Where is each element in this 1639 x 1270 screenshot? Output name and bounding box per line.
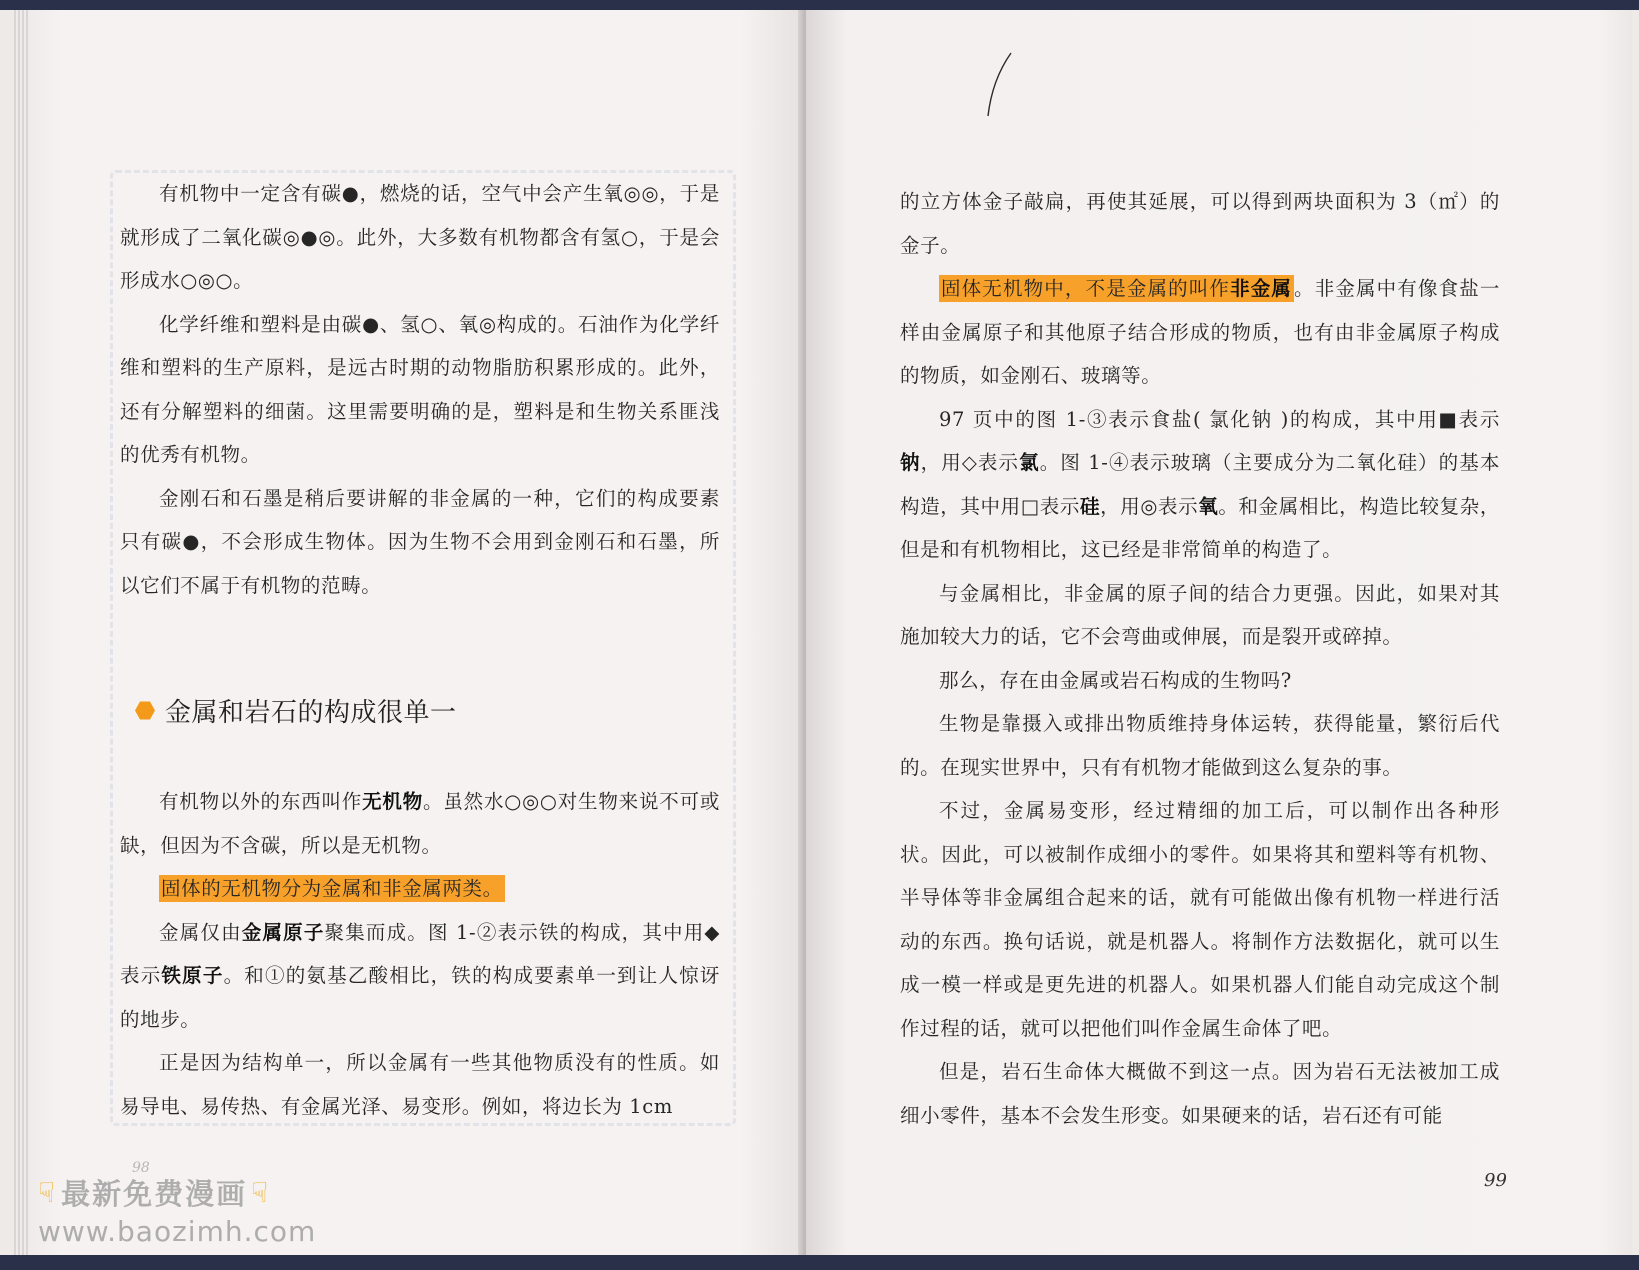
pointing-hand-icon: ☟ [251,1176,271,1209]
text-run: ，用◇表示 [920,451,1020,474]
bold-term-nonmetal: 非金属 [1230,277,1293,300]
text-run: 。和①的氨基乙酸相比，铁的构成要素单一到让人惊讶的地步。 [120,964,720,1031]
text-run: 。图 1-④表示玻璃（主要成分为二氧化硅）的基本构造，其中用□表示 [900,451,1500,518]
right-page-body [900,180,1500,1137]
text-run: 金属仅由 [159,920,242,944]
bold-term-silicon: 硅 [1080,494,1101,518]
hexagon-bullet-icon [135,701,155,721]
paragraph-diamond-graphite: 金刚石和石墨是稍后要讲解的非金属的一种，它们的构成要素只有碳●，不会形成生物体。因为生物不会用到金刚石和石墨，所以它们不属于有机物的范畴。 [120,486,720,597]
page-edge-stack [14,10,28,1255]
paragraph-salt-glass [900,398,1500,572]
paragraph-rock-life: 但是，岩石生命体大概做不到这一点。因为岩石无法被加工成细小零件，基本不会发生形变。如果硬来的话，岩石还有可能 [900,1060,1500,1127]
text-run: ，用◎表示 [1100,494,1199,518]
watermark-title-row [38,1172,316,1213]
text-run: 。非金属中有像食盐一样由金属原子和其他原子结合形成的物质，也有由非金属原子构成的物质，如金刚石、玻璃等。 [900,277,1500,387]
highlighted-sentence [939,275,1294,302]
paragraph-robots: 不过，金属易变形，经过精细的加工后，可以制作出各种形状。因此，可以被制作成细小的零件。如果将其和塑料等有机物、半导体等非金属组合起来的话，就有可能做出像有机物一样进行活动的东西。换句话说，就是机器人。将制作方法数据化，就可以生成一模一样或是更先进的机器人。如果机器人们能自动完成这个制作过程的话，就可以把他们叫作金属生命体了吧。 [900,799,1500,1040]
section-heading [135,692,457,729]
bold-term-chlorine: 氯 [1019,451,1040,474]
pointing-hand-icon: ☟ [38,1176,58,1209]
paragraph-inorganic [120,780,720,867]
text-run: 固体无机物中，不是金属的叫作 [941,277,1231,300]
watermark-title: 最新免费漫画 [61,1177,248,1211]
paragraph-solid-inorganic [120,867,720,911]
bold-term-sodium: 钠 [900,451,921,474]
pen-stroke-mark [985,50,1015,120]
paragraph-gold-continued: 的立方体金子敲扁，再使其延展，可以得到两块面积为 3（㎡）的金子。 [900,190,1500,257]
bold-term-iron-atom: 铁原子 [161,964,224,987]
text-run: 。和金属相比，构造比较复杂，但是和有机物相比，这已经是非常简单的构造了。 [900,494,1500,561]
paragraph-nonmetal [900,267,1500,398]
paragraph-question: 那么，存在由金属或岩石构成的生物吗? [939,668,1292,692]
left-page-body-top [120,172,720,607]
paragraph-fiber-plastic: 化学纤维和塑料是由碳●、氢○、氧◎构成的。石油作为化学纤维和塑料的生产原料，是远古时期的动物脂肪积累形成的。此外，还有分解塑料的细菌。这里需要明确的是，塑料是和生物关系匪浅的优秀有机物。 [120,312,720,466]
bold-term-metal-atom: 金属原子 [241,920,325,944]
text-run: 。虽然水○◎○对生物来说不可或缺，但因为不含碳，所以是无机物。 [120,790,720,857]
section-heading-text: 金属和岩石的构成很单一 [165,698,457,728]
bold-term-inorganic: 无机物 [362,790,424,813]
paragraph-life-definition: 生物是靠摄入或排出物质维持身体运转，获得能量，繁衍后代的。在现实世界中，只有有机物才能做到这么复杂的事。 [900,712,1500,779]
highlighted-sentence: 固体的无机物分为金属和非金属两类。 [161,877,503,900]
right-page-number: 99 [1484,1170,1507,1191]
paragraph-metal-atoms [120,911,720,1042]
text-run: 聚集而成。图 1-②表示铁的构成，其中用◆表示 [120,920,721,987]
text-run: 有机物以外的东西叫作 [159,790,363,813]
paragraph-organic-carbon: 有机物中一定含有碳●，燃烧的话，空气中会产生氧◎◎，于是就形成了二氧化碳◎●◎。此外，大多数有机物都含有氢○，于是会形成水○◎○。 [120,182,720,292]
bold-term-oxygen: 氧 [1198,494,1219,518]
left-page-number: 98 [132,1160,150,1176]
paragraph-metal-properties: 正是因为结构单一，所以金属有一些其他物质没有的性质。如易导电、易传热、有金属光泽、易变形。例如，将边长为 1cm [120,1051,720,1118]
left-page-body-bottom [120,780,720,1128]
paragraph-bonding-force: 与金属相比，非金属的原子间的结合力更强。因此，如果对其施加较大力的话，它不会弯曲或伸展，而是裂开或碎掉。 [900,581,1500,648]
watermark-url: www.baozimh.com [38,1215,317,1248]
site-watermark [38,1172,316,1248]
text-run: 97 页中的图 1-③表示食盐( 氯化钠 )的构成，其中用■表示 [939,407,1500,431]
